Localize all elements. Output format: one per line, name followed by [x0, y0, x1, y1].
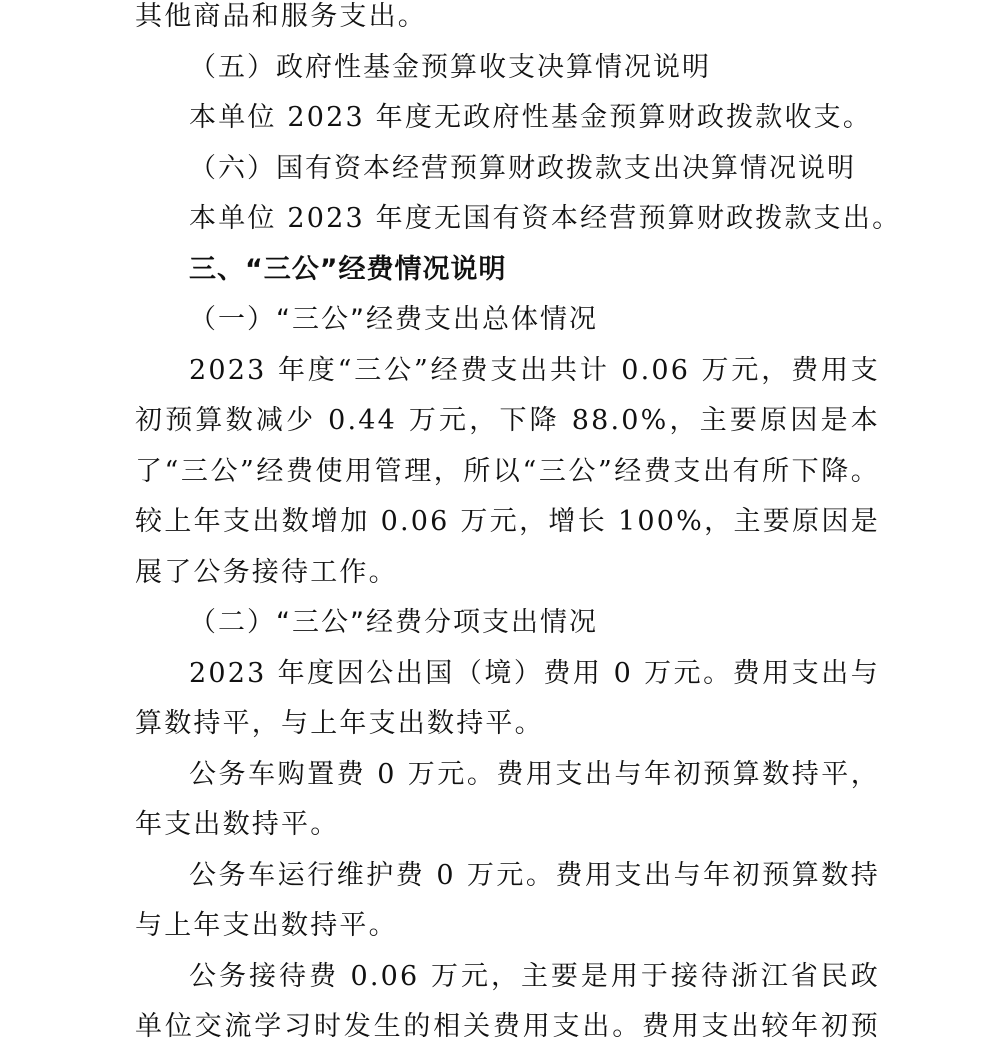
section-heading-3: 三、“三公”经费情况说明 — [189, 253, 507, 285]
paragraph-line: 本单位 2023 年度无政府性基金预算财政拨款收支。 — [189, 102, 873, 133]
paragraph-line: 初预算数减少 0.44 万元，下降 88.0%，主要原因是本 — [135, 405, 880, 436]
paragraph-line: 单位交流学习时发生的相关费用支出。费用支出较年初预 — [135, 1011, 880, 1042]
paragraph-line: 其他商品和服务支出。 — [135, 1, 427, 32]
paragraph-line: 本单位 2023 年度无国有资本经营预算财政拨款支出。 — [189, 203, 902, 234]
paragraph-line: 2023 年度“三公”经费支出共计 0.06 万元，费用支 — [189, 354, 880, 386]
paragraph-line: 公务车运行维护费 0 万元。费用支出与年初预算数持 — [189, 859, 880, 891]
paragraph-line: 2023 年度因公出国（境）费用 0 万元。费用支出与 — [189, 657, 880, 689]
paragraph-line: 了“三公”经费使用管理，所以“三公”经费支出有所下降。 — [135, 455, 880, 487]
section-subheading-2: （二）“三公”经费分项支出情况 — [189, 607, 598, 638]
paragraph-line: 与上年支出数持平。 — [135, 910, 398, 941]
section-subheading-6: （六）国有资本经营预算财政拨款支出决算情况说明 — [189, 152, 856, 184]
section-subheading-5: （五）政府性基金预算收支决算情况说明 — [189, 51, 711, 83]
paragraph-line: 公务接待费 0.06 万元，主要是用于接待浙江省民政 — [189, 960, 880, 992]
section-subheading-1: （一）“三公”经费支出总体情况 — [189, 304, 598, 335]
paragraph-line: 年支出数持平。 — [135, 809, 340, 840]
paragraph-line: 展了公务接待工作。 — [135, 556, 398, 588]
paragraph-line: 较上年支出数增加 0.06 万元，增长 100%，主要原因是 — [135, 506, 880, 537]
paragraph-line: 公务车购置费 0 万元。费用支出与年初预算数持平， — [189, 758, 880, 790]
paragraph-line: 算数持平，与上年支出数持平。 — [135, 708, 544, 739]
document-page — [135, 0, 902, 1053]
